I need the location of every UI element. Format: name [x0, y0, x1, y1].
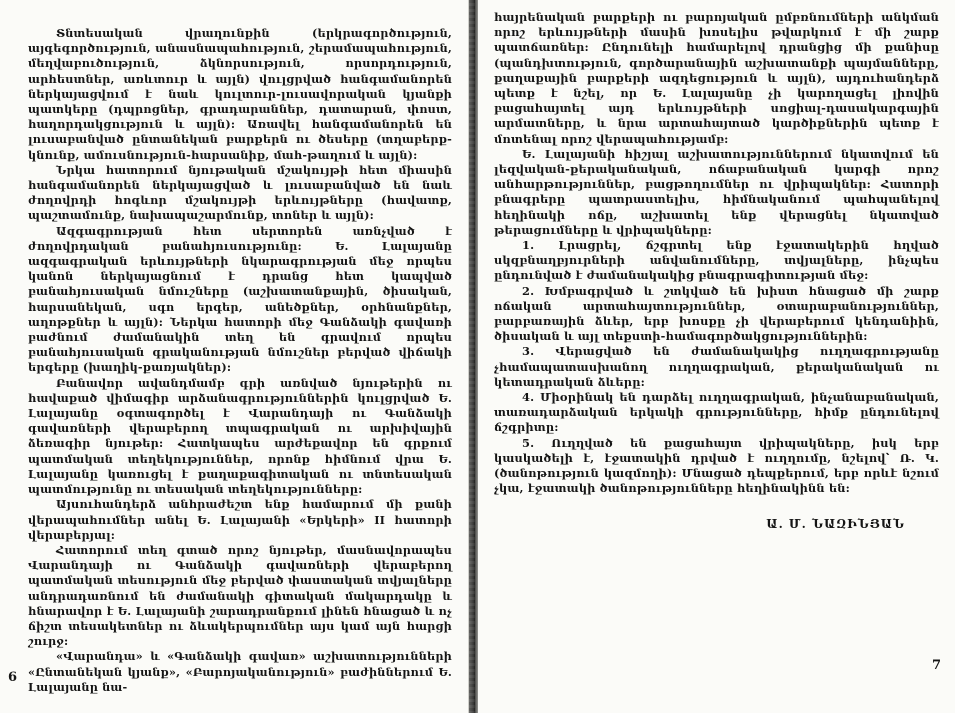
left-paragraph-7: «Վարանդա» և «Գանձակի գավառ» աշխատությունների «Ընտանեկան կյանք», «Բարոյականություն» բաժիններում Ե. Լալայանը նա- [28, 649, 452, 694]
left-paragraph-5: Այսուհանդերձ անհրաժեշտ ենք համարում մի քանի վերապահումներ անել Ե. Լալայանի «Երկերի» II հատորի վերաբերյալ: [28, 497, 452, 542]
left-paragraph-1: Տնտեսական վրաղունքին (երկրագործություն, այգեգործություն, անասնապահություն, շերամապահություն, մեղվաբուծություն, ձկնորսություն, որսորդություն, արհեստներ, առևտուր և այլն) վուլցրված հանգամանորեն ներկայացվում է նաև կուլտուր-լուսավորական կյանքի պատկերը (դպրոցներ, գրադարաններ, դատարան, փոստ, հաղորդակցություն և այլն): Առավել հանգամանորեն են լուսաբանված ընտանեկան բարքերն ու ծեսերը (տղաբերք-կնունք, ամուսնություն-հարսանիք, մահ-թաղում և այլն): [28, 26, 452, 162]
right-list-item-3: 3. Վերացված են ժամանակակից ուղղագրությանը չհամապատասխանող ուղղագրական, քերականական ու կետադրական ձևերը: [494, 344, 939, 389]
left-page-number: 6 [8, 670, 18, 685]
left-paragraph-2: Նրկա հատորում նյութական մշակույթի հետ միասին հանգամանորեն ներկայացված և լուսաբանված են նաև ժողովրդի հոգևոր մշակույթի երևույթները (հավատք, պաշտամունք, նախապաշարմունք, տոներ և այլն): [28, 162, 452, 223]
right-list-item-4: 4. Միօրինակ են դարձել ուղղագրական, ինչանաբանական, տառադարձական երկակի գրությունները, հիմք ընդունելով ճշգրիտը: [494, 390, 939, 435]
left-paragraph-4: Բանավոր ավանդմամբ գրի առնված նյութերին ու հավաքած վիմագիր արձանագրություններին կուլցրված Ե. Լալայանը օգտագործել է Վարանդայի ու Գանձակի գավառների վերաբերող տպագրական ու արխիվային ձեռագիր նյութեր: Հատկապես արժեքավոր են գրքում պատմական տեղեկություններ, որոնք հիմնում վրա Ե. Լալայանը կառուցել է քաղաքագիտական ու տնտեսական պատմությունը ու տեսական տեղեկությունները: [28, 375, 452, 497]
left-paragraph-6: Հատորում տեղ գտած որոշ նյութեր, մասնավորապես Վարանդայի ու Գանձակի գավառների վերաբերող պատմական տեսություն մեջ բերված փաստական տվյալները անդրադառնում են ժամանակի գիտական մակարդակը և հնարավոր է Ե. Լալայանի շարադրանքում լինեն հնացած և ոչ ճիշտ տեսակետներ ու ձևակերպումներ այս կամ այն հարցի շուրջ: [28, 542, 452, 649]
right-paragraph-2: Ե. Լալայանի հիշյալ աշխատություններում նկատվում են լեզվական-քերականական, ոճաբանական կարգի որոշ անհարթություններ, բացթողումներ ու վրիպակներ: Հատորի բնագրերը պատրաստելիս, հիմնականում պահպանելով հեղինակի ոճը, աշխատել ենք վերացնել նկատված թերացումները և վրիպակները: [494, 146, 939, 237]
author-signature: Ա. Մ. ՆԱԶԻՆՅԱՆ [766, 516, 905, 531]
right-page-number: 7 [931, 658, 941, 673]
right-page [478, 0, 955, 713]
left-page [0, 0, 470, 713]
right-list-item-1: 1. Լրացրել, ճշգրտել ենք էջատակերին հղված սկզբնաղբյուրների անվանումները, տվյալները, ինչպես ընդունված է ժամանակակից բնագրագիտության մեջ: [494, 238, 939, 283]
right-paragraph-1: հայրենական բարքերի ու բարոյական ըմբռնումների անկման որոշ երևույթների մասին խոսելիս թվարկում է մի շարք պատճառներ: Ընդունելի համարելով դրանցից մի քանիսը (պանդխտություն, գործարանային աշխատանքի պայմանները, քաղաքային բարքերի ազդեցություն և այլն), այդուհանդերձ պետք է նշել, որ Ե. Լալայանը չի կարողացել լիովին բացահայտել այդ երևույթների սոցիալ-դասակարգային արմատները, և նրա արտահայտած կարծիքներին պետք է մոտենալ որոշ վերապահությամբ: [494, 10, 939, 146]
right-list-item-2: 2. Խմբագրված և շտկված են խիստ հնացած մի շարք ոճական արտահայտություններ, օտարաբանություններ, բարբառային ձևեր, երբ խոսքը չի վերաբերում կենդանիին, ծիսական և այլ տեքստի-համագործակցություններին: [494, 283, 939, 344]
scan-shadow-edge [469, 0, 475, 713]
left-paragraph-3: Ազգագրության հետ սերտորեն առնչված է ժողովրդական բանահյուսությունը: Ե. Լալայանը ազգագրական երևույթների նկարագրության մեջ որպես կանոն ներկայացնում է դրանց հետ կապված բանահյուսական նմուշները (աշխատանքային, ծիսական, հարսանեկան, սգո երգեր, անեծքներ, օրհնանքներ, աղոթքներ և այլն): Ներկա հատորի մեջ Գանձակի գավառի բաժնում ժամանակին տեղ են գրավում որպես բանահյուսական գրականության նմուշներ բերված վիճակի երգերը (խաղիկ-քառյակներ): [28, 223, 452, 375]
right-list-item-5: 5. Ուղղված են քացահայտ վրիպակները, իսկ երբ կասկածելի է, էջատակին դրված է ուղղումը, նշելով՝ Ռ. Կ. (ծանոթություն կազմողի): Մնացած դեպքերում, երբ որևէ նշում չկա, էջատակի ծանոթությունները հեղինակինն են: [494, 435, 939, 496]
